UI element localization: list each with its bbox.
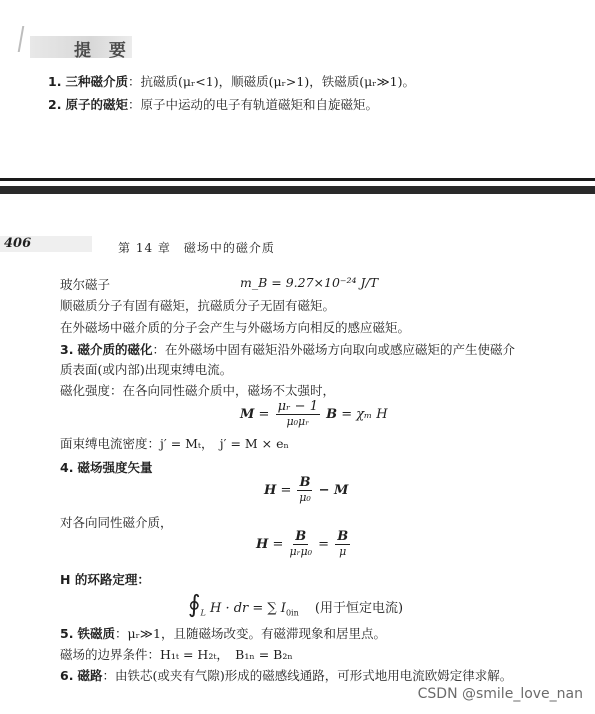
item-body: ：μᵣ≫1，且随磁场改变。有磁滞现象和居里点。 [114, 626, 386, 641]
item-title: 原子的磁矩 [65, 97, 128, 112]
surface-current-line: 面束缚电流密度：j′ = Mₜ， j′ = M × eₙ [60, 436, 289, 451]
eq-denominator: μ₀ [299, 491, 311, 504]
item-number: 3. [60, 342, 74, 357]
page-separator-bottom [0, 186, 595, 194]
summary-item-2 [48, 95, 378, 113]
eq-fraction [297, 476, 312, 505]
item-number: 1. [48, 74, 62, 89]
loop-note: (用于恒定电流) [314, 601, 404, 616]
eq-numerator: μᵣ − 1 [277, 399, 318, 414]
equation-loop-theorem [188, 590, 403, 618]
equation-h-field [264, 476, 348, 505]
eq-B: B [326, 407, 338, 422]
chapter-header: 第 14 章 磁场中的磁介质 [118, 241, 275, 255]
item-number: 4. [60, 460, 74, 475]
item-body: ：在外磁场中固有磁矩沿外磁场方向取向或感应磁矩的产生使磁介 [152, 342, 515, 357]
csdn-watermark: CSDN @smile_love_nan [417, 686, 583, 702]
boundary-conditions-line: 磁场的边界条件：H₁ₜ = H₂ₜ， B₁ₙ = B₂ₙ [60, 647, 293, 662]
item-title: 三种磁介质 [65, 74, 128, 89]
item-body: ：由铁芯(或夹有气隙)形成的磁感线通路，可形式地用电流欧姆定律求解。 [102, 668, 513, 683]
eq-lhs: H [264, 483, 277, 498]
loop-subscript: 0in [285, 608, 299, 618]
bohr-magneton-label: 玻尔磁子 [60, 277, 111, 292]
eq-fraction-1 [289, 530, 312, 559]
contour-integral-icon: ∮ [188, 590, 201, 618]
integral-subscript: L [200, 608, 206, 618]
equation-magnetization [240, 400, 388, 429]
isotropic-line: 对各向同性磁介质， [60, 515, 173, 530]
summary-item-1 [48, 72, 415, 90]
eq-rhs: − M [318, 483, 349, 498]
eq-lhs: M [240, 407, 255, 422]
item-3-line-1 [60, 340, 515, 358]
item-number: 6. [60, 668, 74, 683]
page-separator-top [0, 178, 595, 181]
eq-fraction [276, 400, 320, 429]
equation-h-isotropic [256, 530, 352, 559]
induced-moment-line: 在外磁场中磁介质的分子会产生与外磁场方向相反的感应磁矩。 [60, 320, 411, 335]
item-3-line-2: 质表面(或内部)出现束缚电流。 [60, 362, 233, 377]
eq-equals: = [272, 537, 284, 552]
page-number: 406 [4, 236, 32, 251]
eq-equals-2: = [318, 537, 330, 552]
item-number: 5. [60, 626, 74, 641]
eq-denominator: μᵣμ₀ [289, 545, 313, 558]
eq-rhs: = χₘ H [341, 407, 388, 422]
eq-numerator: B [299, 475, 311, 490]
magnetization-intro: 磁化强度：在各向同性磁介质中，磁场不太强时， [60, 383, 336, 398]
loop-body: H · dr = ∑ I [209, 601, 286, 616]
item-title: 磁场强度矢量 [77, 460, 153, 475]
eq-denominator: μ₀μᵣ [286, 415, 310, 428]
paramagnetic-line: 顺磁质分子有固有磁矩，抗磁质分子无固有磁矩。 [60, 298, 336, 313]
eq-equals: = [258, 407, 270, 422]
bohr-magneton-formula: m_B = 9.27×10⁻²⁴ J/T [240, 275, 379, 290]
eq-numerator: B [295, 529, 307, 544]
eq-numerator: B [337, 529, 349, 544]
item-5-line [60, 624, 386, 642]
eq-fraction-2 [335, 530, 350, 559]
item-4-heading [60, 458, 152, 476]
item-6-line [60, 666, 512, 684]
item-number: 2. [48, 97, 62, 112]
eq-equals: = [280, 483, 292, 498]
item-body: ：原子中运动的电子有轨道磁矩和自旋磁矩。 [127, 97, 378, 112]
item-body: ：抗磁质(μᵣ<1)，顺磁质(μᵣ>1)，铁磁质(μᵣ≫1)。 [127, 74, 415, 89]
loop-theorem-title: H 的环路定理： [60, 572, 150, 587]
eq-lhs: H [256, 537, 269, 552]
item-title: 磁介质的磁化 [77, 342, 153, 357]
summary-heading: 提 要 [74, 41, 132, 61]
item-title: 铁磁质 [77, 626, 115, 641]
eq-denominator: μ [339, 545, 347, 558]
item-title: 磁路 [77, 668, 103, 683]
